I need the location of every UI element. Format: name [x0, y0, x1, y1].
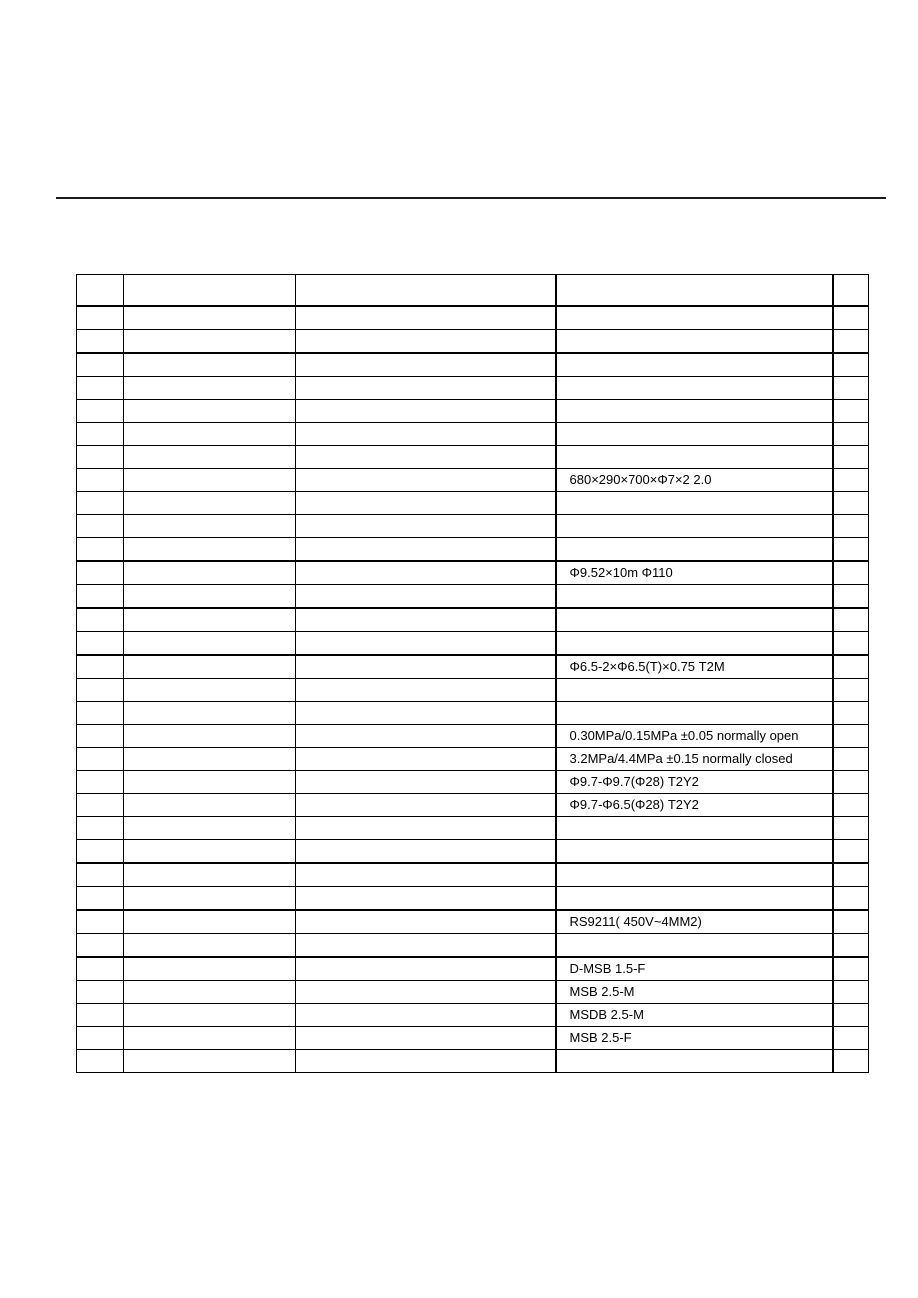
cell-code: [124, 817, 296, 840]
cell-no: [77, 585, 124, 609]
table-row: [77, 1050, 869, 1073]
cell-name: [296, 632, 556, 656]
cell-no: [77, 863, 124, 887]
cell-name: [296, 725, 556, 748]
table-row: [77, 515, 869, 538]
cell-code: [124, 957, 296, 981]
table-row: [77, 492, 869, 515]
cell-no: [77, 538, 124, 562]
cell-spec: [556, 632, 833, 656]
table-row: [77, 794, 869, 817]
cell-name: [296, 561, 556, 585]
cell-code: [124, 655, 296, 679]
cell-name: [296, 608, 556, 632]
cell-spec: [556, 400, 833, 423]
table-row: [77, 679, 869, 702]
cell-name: [296, 306, 556, 330]
cell-spec: 680×290×700×Φ7×2 2.0: [556, 469, 833, 492]
cell-no: [77, 423, 124, 446]
table-row: [77, 934, 869, 958]
cell-spec: Φ6.5-2×Φ6.5(T)×0.75 T2M: [556, 655, 833, 679]
cell-qty: [833, 679, 869, 702]
cell-code: [124, 330, 296, 354]
cell-code: [124, 1004, 296, 1027]
cell-spec: [556, 1050, 833, 1073]
cell-no: [77, 748, 124, 771]
cell-name: [296, 794, 556, 817]
cell-spec: [556, 377, 833, 400]
cell-code: [124, 400, 296, 423]
table-row: [77, 771, 869, 794]
cell-code: [124, 748, 296, 771]
cell-no: [77, 1004, 124, 1027]
table-row: [77, 306, 869, 330]
table-row: [77, 655, 869, 679]
header-cell-code: [124, 275, 296, 307]
cell-code: [124, 561, 296, 585]
cell-name: [296, 446, 556, 469]
table-row: [77, 423, 869, 446]
cell-qty: [833, 957, 869, 981]
cell-no: [77, 377, 124, 400]
cell-code: [124, 492, 296, 515]
table-row: [77, 981, 869, 1004]
cell-no: [77, 910, 124, 934]
table-row: [77, 887, 869, 911]
cell-qty: [833, 492, 869, 515]
table-row: [77, 1027, 869, 1050]
table-row: [77, 725, 869, 748]
header-cell-qty: [833, 275, 869, 307]
cell-name: [296, 1050, 556, 1073]
cell-qty: [833, 1004, 869, 1027]
cell-name: [296, 538, 556, 562]
cell-spec: 0.30MPa/0.15MPa ±0.05 normally open: [556, 725, 833, 748]
cell-code: [124, 515, 296, 538]
cell-qty: [833, 561, 869, 585]
cell-code: [124, 306, 296, 330]
cell-code: [124, 981, 296, 1004]
table-row: [77, 585, 869, 609]
table-row: [77, 863, 869, 887]
cell-name: [296, 887, 556, 911]
cell-qty: [833, 538, 869, 562]
cell-spec: [556, 679, 833, 702]
cell-code: [124, 679, 296, 702]
cell-name: [296, 377, 556, 400]
cell-code: [124, 353, 296, 377]
cell-qty: [833, 400, 869, 423]
cell-name: [296, 817, 556, 840]
cell-spec: [556, 306, 833, 330]
table-row: [77, 561, 869, 585]
cell-no: [77, 306, 124, 330]
cell-spec: [556, 538, 833, 562]
table-row: [77, 957, 869, 981]
cell-no: [77, 934, 124, 958]
cell-qty: [833, 306, 869, 330]
cell-no: [77, 655, 124, 679]
cell-code: [124, 794, 296, 817]
cell-qty: [833, 794, 869, 817]
cell-qty: [833, 981, 869, 1004]
cell-spec: [556, 492, 833, 515]
cell-code: [124, 910, 296, 934]
cell-name: [296, 469, 556, 492]
cell-qty: [833, 887, 869, 911]
cell-spec: [556, 353, 833, 377]
cell-name: [296, 492, 556, 515]
cell-qty: [833, 840, 869, 864]
cell-code: [124, 1027, 296, 1050]
cell-name: [296, 515, 556, 538]
cell-qty: [833, 353, 869, 377]
cell-no: [77, 1050, 124, 1073]
cell-qty: [833, 910, 869, 934]
cell-no: [77, 981, 124, 1004]
cell-no: [77, 330, 124, 354]
cell-name: [296, 400, 556, 423]
cell-spec: [556, 585, 833, 609]
cell-qty: [833, 423, 869, 446]
table-row: [77, 840, 869, 864]
cell-no: [77, 561, 124, 585]
cell-no: [77, 817, 124, 840]
header-cell-no: [77, 275, 124, 307]
table-row: [77, 702, 869, 725]
cell-no: [77, 725, 124, 748]
cell-qty: [833, 330, 869, 354]
cell-no: [77, 446, 124, 469]
table-row: [77, 1004, 869, 1027]
parts-table: [76, 274, 869, 1073]
cell-spec: D-MSB 1.5-F: [556, 957, 833, 981]
cell-qty: [833, 655, 869, 679]
table-row: [77, 377, 869, 400]
cell-code: [124, 538, 296, 562]
cell-qty: [833, 934, 869, 958]
parts-table-body: [77, 275, 869, 1073]
cell-qty: [833, 608, 869, 632]
cell-name: [296, 330, 556, 354]
table-row: [77, 469, 869, 492]
table-row: [77, 330, 869, 354]
cell-spec: [556, 330, 833, 354]
cell-qty: [833, 748, 869, 771]
cell-no: [77, 469, 124, 492]
cell-qty: [833, 377, 869, 400]
cell-name: [296, 771, 556, 794]
cell-code: [124, 608, 296, 632]
cell-code: [124, 771, 296, 794]
cell-name: [296, 981, 556, 1004]
cell-spec: [556, 446, 833, 469]
cell-code: [124, 887, 296, 911]
table-row: [77, 910, 869, 934]
cell-code: [124, 840, 296, 864]
table-header-row: [77, 275, 869, 307]
cell-no: [77, 1027, 124, 1050]
cell-code: [124, 585, 296, 609]
cell-code: [124, 934, 296, 958]
table-row: [77, 608, 869, 632]
header-cell-spec: [556, 275, 833, 307]
cell-no: [77, 794, 124, 817]
cell-spec: MSDB 2.5-M: [556, 1004, 833, 1027]
table-row: [77, 400, 869, 423]
cell-name: [296, 1004, 556, 1027]
table-row: [77, 632, 869, 656]
cell-spec: [556, 423, 833, 446]
cell-spec: [556, 863, 833, 887]
cell-no: [77, 702, 124, 725]
cell-name: [296, 840, 556, 864]
cell-no: [77, 840, 124, 864]
header-rule: [56, 197, 886, 199]
cell-code: [124, 423, 296, 446]
table-row: [77, 817, 869, 840]
cell-spec: [556, 702, 833, 725]
cell-no: [77, 353, 124, 377]
cell-qty: [833, 771, 869, 794]
header-cell-name: [296, 275, 556, 307]
cell-name: [296, 934, 556, 958]
table-row: [77, 538, 869, 562]
cell-code: [124, 377, 296, 400]
cell-no: [77, 632, 124, 656]
cell-no: [77, 771, 124, 794]
cell-code: [124, 469, 296, 492]
cell-name: [296, 910, 556, 934]
cell-spec: [556, 840, 833, 864]
cell-qty: [833, 817, 869, 840]
cell-spec: [556, 515, 833, 538]
cell-spec: RS9211( 450V~4MM2): [556, 910, 833, 934]
cell-spec: [556, 817, 833, 840]
cell-spec: 3.2MPa/4.4MPa ±0.15 normally closed: [556, 748, 833, 771]
table-row: [77, 748, 869, 771]
cell-qty: [833, 515, 869, 538]
cell-spec: Φ9.52×10m Φ110: [556, 561, 833, 585]
cell-spec: [556, 608, 833, 632]
cell-code: [124, 702, 296, 725]
cell-qty: [833, 863, 869, 887]
cell-name: [296, 748, 556, 771]
cell-no: [77, 887, 124, 911]
cell-qty: [833, 632, 869, 656]
cell-no: [77, 400, 124, 423]
table-row: [77, 353, 869, 377]
cell-code: [124, 632, 296, 656]
cell-qty: [833, 1050, 869, 1073]
cell-qty: [833, 702, 869, 725]
cell-qty: [833, 725, 869, 748]
cell-code: [124, 863, 296, 887]
cell-no: [77, 957, 124, 981]
cell-name: [296, 585, 556, 609]
cell-spec: MSB 2.5-F: [556, 1027, 833, 1050]
cell-qty: [833, 585, 869, 609]
cell-spec: [556, 934, 833, 958]
cell-name: [296, 702, 556, 725]
cell-spec: MSB 2.5-M: [556, 981, 833, 1004]
cell-no: [77, 492, 124, 515]
cell-code: [124, 725, 296, 748]
cell-code: [124, 1050, 296, 1073]
cell-no: [77, 679, 124, 702]
cell-name: [296, 423, 556, 446]
cell-name: [296, 679, 556, 702]
cell-spec: [556, 887, 833, 911]
cell-qty: [833, 446, 869, 469]
cell-spec: Φ9.7-Φ6.5(Φ28) T2Y2: [556, 794, 833, 817]
cell-name: [296, 863, 556, 887]
cell-qty: [833, 1027, 869, 1050]
cell-name: [296, 655, 556, 679]
cell-spec: Φ9.7-Φ9.7(Φ28) T2Y2: [556, 771, 833, 794]
cell-no: [77, 608, 124, 632]
cell-name: [296, 353, 556, 377]
cell-code: [124, 446, 296, 469]
cell-name: [296, 957, 556, 981]
cell-qty: [833, 469, 869, 492]
cell-no: [77, 515, 124, 538]
table-row: [77, 446, 869, 469]
cell-name: [296, 1027, 556, 1050]
